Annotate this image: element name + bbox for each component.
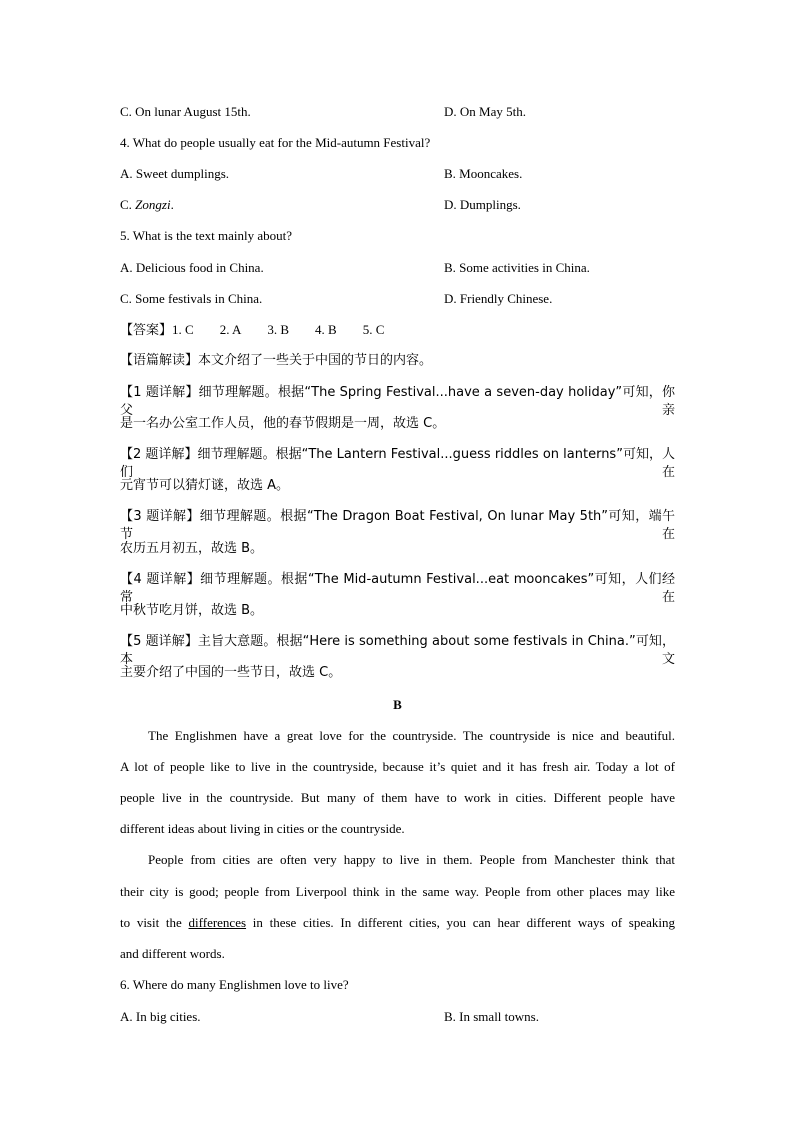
q4-option-b: B. Mooncakes. <box>444 166 523 181</box>
detail-5-line-1: 【5 题详解】主旨大意题。根据“Here is something about some festivals in China.”可知，本文 <box>120 634 675 667</box>
detail-4-line-1: 【4 题详解】细节理解题。根据“The Mid-autumn Festival...eat mooncakes”可知，人们经常在 <box>120 572 675 605</box>
answer-item: 4. B <box>315 322 337 337</box>
passage-p2-line-2: their city is good; people from Liverpool think in the same way. People from other places may like <box>120 884 675 899</box>
detail-1-line-2: 是一名办公室工作人员，他的春节假期是一周，故选 C。 <box>120 416 446 431</box>
answer-item: 2. A <box>219 322 242 337</box>
q5-option-a: A. Delicious food in China. <box>120 260 264 275</box>
answer-label: 【答案】 <box>120 323 173 338</box>
detail-2-line-1: 【2 题详解】细节理解题。根据“The Lantern Festival...guess riddles on lanterns”可知，人们在 <box>120 447 675 480</box>
detail-2-line-2: 元宵节可以猜灯谜，故选 A。 <box>120 478 290 493</box>
q4-option-c-prefix: C. <box>120 197 136 212</box>
q4-stem: 4. What do people usually eat for the Mid-autumn Festival? <box>120 135 431 150</box>
passage-text: in these cities. In different cities, you can hear different ways of speaking <box>246 915 675 930</box>
q6-stem: 6. Where do many Englishmen love to live? <box>120 977 349 992</box>
passage-text: to visit the <box>120 915 189 930</box>
detail-1-line-1: 【1 题详解】细节理解题。根据“The Spring Festival...have a seven-day holiday”可知，你父亲 <box>120 385 675 418</box>
q4-option-c-italic: Zongzi <box>135 197 171 212</box>
q4-option-c-suffix: . <box>170 197 174 212</box>
answer-item: 5. C <box>362 322 385 337</box>
answer-item: 1. C <box>172 322 194 337</box>
q5-option-d: D. Friendly Chinese. <box>444 291 553 306</box>
q3-option-c: C. On lunar August 15th. <box>120 104 251 119</box>
detail-4-line-2: 中秋节吃月饼，故选 B。 <box>120 603 264 618</box>
detail-3-line-1: 【3 题详解】细节理解题。根据“The Dragon Boat Festival, On lunar May 5th”可知，端午节在 <box>120 509 675 542</box>
passage-p2-line-1: People from cities are often very happy to live in them. People from Manchester think that <box>148 852 675 867</box>
underlined-word-differences: differences <box>188 915 247 930</box>
q6-option-a: A. In big cities. <box>120 1009 201 1024</box>
passage-p1-line-2: A lot of people like to live in the countryside, because it’s quiet and it has fresh air. Today a lot of <box>120 759 675 774</box>
q5-stem: 5. What is the text mainly about? <box>120 228 292 243</box>
analysis-intro: 【语篇解读】本文介绍了一些关于中国的节日的内容。 <box>120 353 433 368</box>
passage-p2-line-3 <box>120 914 675 932</box>
q4-option-c <box>120 196 675 214</box>
q5-option-b: B. Some activities in China. <box>444 260 590 275</box>
passage-p2-line-4: and different words. <box>120 946 225 961</box>
detail-3-line-2: 农历五月初五，故选 B。 <box>120 541 264 556</box>
q4-option-d: D. Dumplings. <box>444 197 521 212</box>
q4-option-a: A. Sweet dumplings. <box>120 166 230 181</box>
answer-item: 3. B <box>267 322 290 337</box>
q5-option-c: C. Some festivals in China. <box>120 291 263 306</box>
answer-key <box>120 321 675 340</box>
passage-p1-line-3: people live in the countryside. But many of them have to work in cities. Different people have <box>120 790 675 805</box>
detail-5-line-2: 主要介绍了中国的一些节日，故选 C。 <box>120 665 342 680</box>
q6-option-b: B. In small towns. <box>444 1009 539 1024</box>
section-heading: B <box>393 697 402 712</box>
q3-option-d: D. On May 5th. <box>444 104 526 119</box>
passage-p1-line-4: different ideas about living in cities or the countryside. <box>120 821 405 836</box>
passage-p1-line-1: The Englishmen have a great love for the countryside. The countryside is nice and beautiful. <box>148 728 675 743</box>
